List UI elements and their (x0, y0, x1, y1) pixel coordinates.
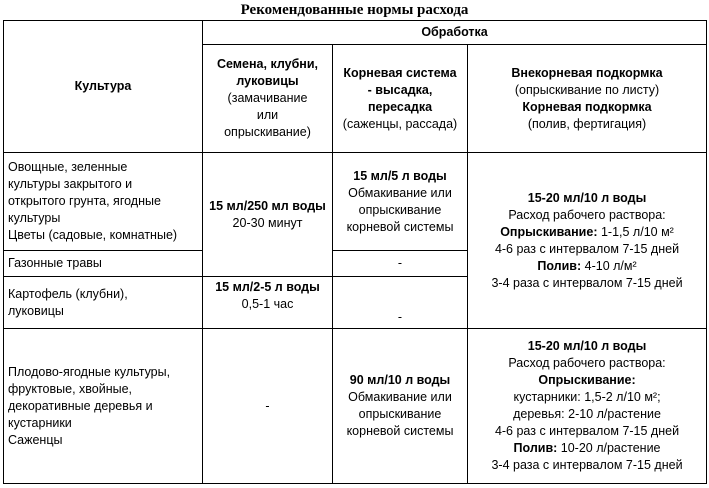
header-root-system: Корневая система - высадка, пересадка (саженцы, рассада) (333, 45, 468, 153)
table-title: Рекомендованные нормы расхода (240, 2, 469, 18)
table-row (4, 153, 707, 251)
root-dose-fruit-trees: 90 мл/10 л воды Обмакивание или опрыскивание корневой системы (333, 329, 468, 484)
table-row (4, 329, 707, 484)
dosage-table (3, 20, 707, 484)
root-dose-vegetables: 15 мл/5 л воды Обмакивание или опрыскивание корневой системы (333, 153, 468, 251)
culture-fruit-trees: Плодово-ягодные культуры, фруктовые, хвойные, декоративные деревья и кустарники Саженцы (4, 329, 203, 484)
header-row-top (4, 21, 707, 45)
seeds-dose-fruit-trees: - (203, 329, 333, 484)
feeding-dose-vegetables: 15-20 мл/10 л воды Расход рабочего раствора: Опрыскивание: 1-1,5 л/10 м² 4-6 раз с интервалом 7-15 дней Полив: 4-10 л/м² 3-4 раза с интервалом 7-15 дней (468, 153, 707, 329)
header-culture: Культура (4, 21, 203, 153)
culture-lawn: Газонные травы (4, 251, 203, 277)
seeds-dose-potato: 15 мл/2-5 л воды 0,5-1 час (203, 277, 333, 329)
root-dose-lawn: - (333, 251, 468, 277)
culture-vegetables: Овощные, зеленные культуры закрытого и открытого грунта, ягодные культуры Цветы (садовые, комнатные) (4, 153, 203, 251)
seeds-dose-vegetables: 15 мл/250 мл воды 20-30 минут (203, 153, 333, 277)
header-seeds: Семена, клубни, луковицы (замачивание или опрыскивание) (203, 45, 333, 153)
root-dose-potato: - (333, 277, 468, 329)
header-feeding: Внекорневая подкормка (опрыскивание по листу) Корневая подкормка (полив, фертигация) (468, 45, 707, 153)
header-treatment: Обработка (203, 21, 707, 45)
culture-potato: Картофель (клубни), луковицы (4, 277, 203, 329)
feeding-dose-fruit-trees: 15-20 мл/10 л воды Расход рабочего раствора: Опрыскивание: кустарники: 1,5-2 л/10 м²; деревья: 2-10 л/растение 4-6 раз с интервалом 7-15 дней Полив: 10-20 л/растение 3-4 раза с интервалом 7-15 дней (468, 329, 707, 484)
